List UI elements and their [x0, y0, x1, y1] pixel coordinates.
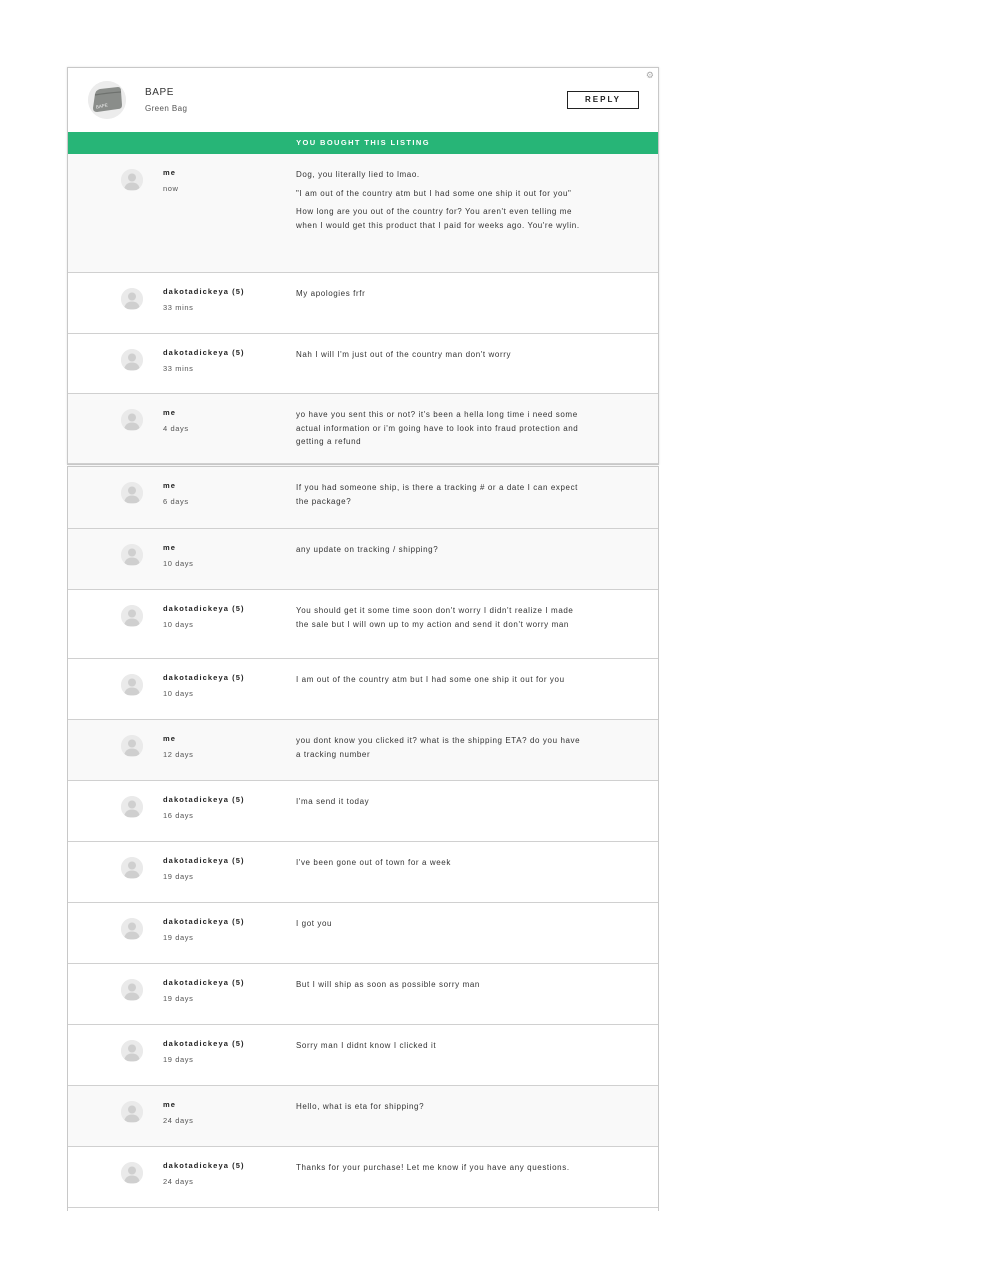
message-row: [68, 394, 658, 464]
message-sender[interactable]: dakotadickeya (5): [163, 1039, 245, 1048]
message-paragraph: My apologies frfr: [296, 289, 366, 298]
message-row: [68, 1086, 658, 1147]
message-body: [296, 168, 584, 232]
message-body: [296, 481, 584, 508]
message-paragraph: yo have you sent this or not? it's been a hella long time i need some actual information or i'm going have to look into fraud protection and getting a refund: [296, 410, 579, 446]
message-sender[interactable]: dakotadickeya (5): [163, 1161, 245, 1170]
user-avatar-icon[interactable]: [121, 918, 143, 940]
message-timestamp: 6 days: [163, 497, 189, 506]
message-paragraph: Nah I will I'm just out of the country man don't worry: [296, 350, 512, 359]
message-body: [296, 543, 584, 557]
message-body: [296, 1161, 584, 1175]
message-paragraph: Thanks for your purchase! Let me know if you have any questions.: [296, 1163, 570, 1172]
message-row: [68, 842, 658, 903]
conversation-panel-top: [67, 67, 659, 465]
message-list: [68, 154, 658, 464]
user-avatar-icon[interactable]: [121, 349, 143, 371]
user-avatar-icon[interactable]: [121, 482, 143, 504]
message-sender[interactable]: dakotadickeya (5): [163, 673, 245, 682]
message-sender[interactable]: dakotadickeya (5): [163, 917, 245, 926]
user-avatar-icon[interactable]: [121, 979, 143, 1001]
message-body: [296, 408, 584, 449]
user-avatar-icon[interactable]: [121, 544, 143, 566]
message-paragraph: But I will ship as soon as possible sorry man: [296, 980, 480, 989]
message-timestamp: 16 days: [163, 811, 194, 820]
message-timestamp: 10 days: [163, 689, 194, 698]
message-paragraph: you dont know you clicked it? what is the shipping ETA? do you have a tracking number: [296, 736, 581, 759]
message-row: [68, 964, 658, 1025]
message-row: [68, 334, 658, 394]
gear-icon[interactable]: ⚙: [645, 70, 654, 80]
message-paragraph: Dog, you literally lied to lmao.: [296, 170, 420, 179]
message-sender[interactable]: me: [163, 168, 177, 177]
message-sender[interactable]: me: [163, 481, 177, 490]
message-timestamp: 12 days: [163, 750, 194, 759]
user-avatar-icon[interactable]: [121, 1101, 143, 1123]
message-timestamp: 4 days: [163, 424, 189, 433]
message-body: [296, 673, 584, 687]
message-body: [296, 734, 584, 761]
message-paragraph: I got you: [296, 919, 333, 928]
message-paragraph: I am out of the country atm but I had some one ship it out for you: [296, 675, 565, 684]
message-sender[interactable]: dakotadickeya (5): [163, 604, 245, 613]
message-timestamp: 33 mins: [163, 303, 194, 312]
message-timestamp: 10 days: [163, 620, 194, 629]
user-avatar-icon[interactable]: [121, 674, 143, 696]
reply-button[interactable]: REPLY: [567, 91, 639, 109]
message-paragraph: If you had someone ship, is there a tracking # or a date I can expect the package?: [296, 483, 578, 506]
svg-text:BAPE: BAPE: [95, 102, 109, 110]
message-row: [68, 720, 658, 781]
message-sender[interactable]: me: [163, 1100, 177, 1109]
message-sender[interactable]: dakotadickeya (5): [163, 978, 245, 987]
user-avatar-icon[interactable]: [121, 605, 143, 627]
message-timestamp: 24 days: [163, 1116, 194, 1125]
message-timestamp: now: [163, 184, 179, 193]
message-sender[interactable]: me: [163, 408, 177, 417]
user-avatar-icon[interactable]: [121, 288, 143, 310]
user-avatar-icon[interactable]: [121, 735, 143, 757]
message-row: [68, 154, 658, 273]
message-paragraph: I'ma send it today: [296, 797, 370, 806]
user-avatar-icon[interactable]: [121, 169, 143, 191]
message-timestamp: 19 days: [163, 872, 194, 881]
user-avatar-icon[interactable]: [121, 1162, 143, 1184]
listing-header: [68, 68, 658, 132]
message-row: [68, 590, 658, 659]
message-body: [296, 1100, 584, 1114]
message-body: [296, 978, 584, 992]
message-body: [296, 604, 584, 631]
user-avatar-icon[interactable]: [121, 1040, 143, 1062]
message-row: [68, 1147, 658, 1208]
message-body: [296, 795, 584, 809]
message-sender[interactable]: dakotadickeya (5): [163, 795, 245, 804]
message-sender[interactable]: me: [163, 543, 177, 552]
purchase-banner: YOU BOUGHT THIS LISTING: [68, 132, 658, 154]
message-body: [296, 856, 584, 870]
message-timestamp: 24 days: [163, 1177, 194, 1186]
message-body: [296, 1039, 584, 1053]
message-sender[interactable]: dakotadickeya (5): [163, 348, 245, 357]
message-timestamp: 19 days: [163, 994, 194, 1003]
message-body: [296, 287, 584, 301]
message-paragraph: Hello, what is eta for shipping?: [296, 1102, 425, 1111]
message-body: [296, 348, 584, 362]
message-timestamp: 19 days: [163, 1055, 194, 1064]
listing-thumbnail[interactable]: [88, 81, 126, 119]
message-paragraph: Sorry man I didnt know I clicked it: [296, 1041, 437, 1050]
message-sender[interactable]: dakotadickeya (5): [163, 287, 245, 296]
message-row: [68, 659, 658, 720]
user-avatar-icon[interactable]: [121, 796, 143, 818]
message-timestamp: 33 mins: [163, 364, 194, 373]
conversation-panel-bottom: [67, 466, 659, 1211]
message-row: [68, 1025, 658, 1086]
message-sender[interactable]: dakotadickeya (5): [163, 856, 245, 865]
message-timestamp: 10 days: [163, 559, 194, 568]
message-row: [68, 529, 658, 590]
user-avatar-icon[interactable]: [121, 857, 143, 879]
user-avatar-icon[interactable]: [121, 409, 143, 431]
message-paragraph: any update on tracking / shipping?: [296, 545, 439, 554]
message-paragraph: "I am out of the country atm but I had some one ship it out for you": [296, 188, 572, 198]
listing-title: Green Bag: [145, 104, 188, 113]
listing-brand: BAPE: [145, 87, 175, 98]
message-list: [68, 467, 658, 1208]
message-timestamp: 19 days: [163, 933, 194, 942]
message-row: [68, 903, 658, 964]
message-paragraph: How long are you out of the country for? You aren't even telling me when I would get this product that I paid for weeks ago. You're wylin.: [296, 207, 580, 230]
message-paragraph: I've been gone out of town for a week: [296, 858, 451, 867]
message-body: [296, 917, 584, 931]
message-paragraph: You should get it some time soon don't worry I didn't realize I made the sale but I will own up to my action and send it don't worry man: [296, 606, 574, 629]
message-row: [68, 781, 658, 842]
message-row: [68, 273, 658, 334]
message-sender[interactable]: me: [163, 734, 177, 743]
message-row: [68, 467, 658, 529]
bag-image: [88, 81, 126, 119]
